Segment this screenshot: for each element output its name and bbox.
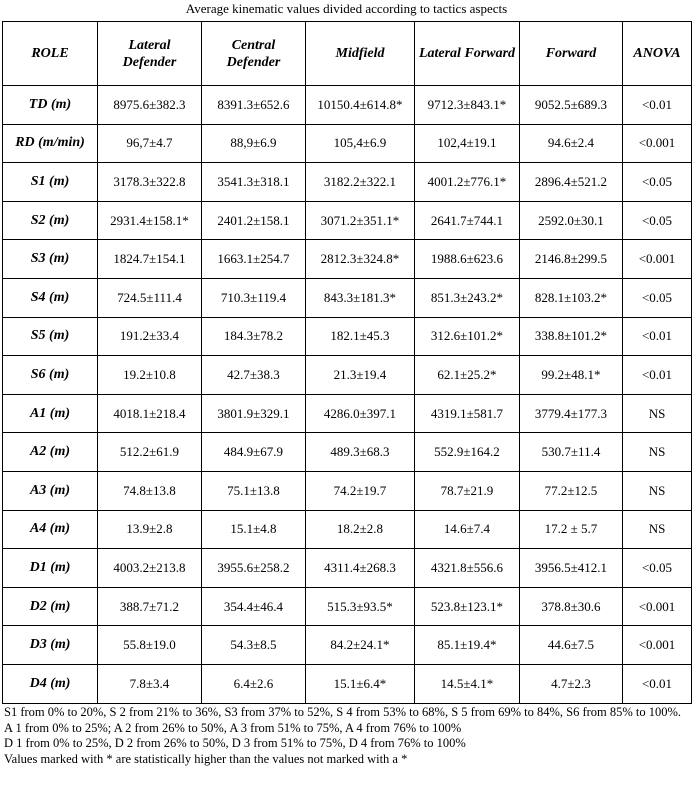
row-label: D3 (m) — [3, 626, 98, 665]
table-row — [3, 510, 692, 549]
value-cell: 515.3±93.5* — [306, 587, 415, 626]
table-row — [3, 124, 692, 163]
value-cell: 312.6±101.2* — [415, 317, 520, 356]
value-cell: 75.1±13.8 — [202, 471, 306, 510]
table-row — [3, 356, 692, 395]
value-cell: 354.4±46.4 — [202, 587, 306, 626]
value-cell: 99.2±48.1* — [520, 356, 623, 395]
anova-cell: <0.01 — [623, 356, 692, 395]
column-header-lateral-forward: Lateral Forward — [415, 22, 520, 86]
table-title: Average kinematic values divided according to tactics aspects — [185, 1, 508, 16]
value-cell: 3956.5±412.1 — [520, 549, 623, 588]
row-label: S2 (m) — [3, 201, 98, 240]
anova-cell: <0.05 — [623, 549, 692, 588]
table-row — [3, 394, 692, 433]
kinematic-values-table — [2, 21, 692, 704]
column-header-role: ROLE — [3, 22, 98, 86]
value-cell: 9712.3±843.1* — [415, 86, 520, 125]
value-cell: 552.9±164.2 — [415, 433, 520, 472]
table-row — [3, 549, 692, 588]
value-cell: 1988.6±623.6 — [415, 240, 520, 279]
table-row — [3, 278, 692, 317]
value-cell: 84.2±24.1* — [306, 626, 415, 665]
value-cell: 4001.2±776.1* — [415, 163, 520, 202]
row-label: D1 (m) — [3, 549, 98, 588]
column-header-anova: ANOVA — [623, 22, 692, 86]
value-cell: 18.2±2.8 — [306, 510, 415, 549]
value-cell: 88,9±6.9 — [202, 124, 306, 163]
anova-cell: <0.05 — [623, 278, 692, 317]
row-label: RD (m/min) — [3, 124, 98, 163]
value-cell: 191.2±33.4 — [98, 317, 202, 356]
value-cell: 1824.7±154.1 — [98, 240, 202, 279]
table-notes — [4, 705, 688, 767]
note-speed-ranges: S1 from 0% to 20%, S 2 from 21% to 36%, S3 from 37% to 52%, S 4 from 53% to 68%, S 5 from 69% to 84%, S6 from 85% to 100%. — [4, 705, 682, 719]
value-cell: 3071.2±351.1* — [306, 201, 415, 240]
table-row — [3, 587, 692, 626]
row-label: S5 (m) — [3, 317, 98, 356]
value-cell: 3955.6±258.2 — [202, 549, 306, 588]
value-cell: 4321.8±556.6 — [415, 549, 520, 588]
value-cell: 4286.0±397.1 — [306, 394, 415, 433]
row-label: S4 (m) — [3, 278, 98, 317]
anova-cell: <0.001 — [623, 626, 692, 665]
value-cell: 54.3±8.5 — [202, 626, 306, 665]
column-header-central-defender: Central Defender — [202, 22, 306, 86]
column-header-midfield: Midfield — [306, 22, 415, 86]
value-cell: 9052.5±689.3 — [520, 86, 623, 125]
value-cell: 3541.3±318.1 — [202, 163, 306, 202]
value-cell: 74.2±19.7 — [306, 471, 415, 510]
table-row — [3, 626, 692, 665]
anova-cell: <0.01 — [623, 664, 692, 703]
anova-cell: <0.001 — [623, 124, 692, 163]
note-acceleration-ranges: A 1 from 0% to 25%; A 2 from 26% to 50%, A 3 from 51% to 75%, A 4 from 76% to 100% — [4, 720, 462, 735]
header-row — [3, 22, 692, 86]
value-cell: 851.3±243.2* — [415, 278, 520, 317]
value-cell: 388.7±71.2 — [98, 587, 202, 626]
anova-cell: <0.05 — [623, 201, 692, 240]
value-cell: 85.1±19.4* — [415, 626, 520, 665]
table-row — [3, 240, 692, 279]
value-cell: 42.7±38.3 — [202, 356, 306, 395]
value-cell: 3801.9±329.1 — [202, 394, 306, 433]
value-cell: 484.9±67.9 — [202, 433, 306, 472]
value-cell: 2931.4±158.1* — [98, 201, 202, 240]
value-cell: 3178.3±322.8 — [98, 163, 202, 202]
value-cell: 1663.1±254.7 — [202, 240, 306, 279]
value-cell: 44.6±7.5 — [520, 626, 623, 665]
value-cell: 184.3±78.2 — [202, 317, 306, 356]
row-label: A1 (m) — [3, 394, 98, 433]
value-cell: 2401.2±158.1 — [202, 201, 306, 240]
value-cell: 21.3±19.4 — [306, 356, 415, 395]
value-cell: 4018.1±218.4 — [98, 394, 202, 433]
value-cell: 523.8±123.1* — [415, 587, 520, 626]
value-cell: 14.5±4.1* — [415, 664, 520, 703]
value-cell: 105,4±6.9 — [306, 124, 415, 163]
anova-cell: <0.01 — [623, 317, 692, 356]
value-cell: 6.4±2.6 — [202, 664, 306, 703]
value-cell: 2146.8±299.5 — [520, 240, 623, 279]
value-cell: 102,4±19.1 — [415, 124, 520, 163]
anova-cell: <0.01 — [623, 86, 692, 125]
anova-cell: <0.001 — [623, 587, 692, 626]
row-label: S6 (m) — [3, 356, 98, 395]
value-cell: 77.2±12.5 — [520, 471, 623, 510]
anova-cell: NS — [623, 433, 692, 472]
value-cell: 489.3±68.3 — [306, 433, 415, 472]
value-cell: 55.8±19.0 — [98, 626, 202, 665]
value-cell: 828.1±103.2* — [520, 278, 623, 317]
row-label: A4 (m) — [3, 510, 98, 549]
value-cell: 182.1±45.3 — [306, 317, 415, 356]
anova-cell: <0.001 — [623, 240, 692, 279]
value-cell: 4.7±2.3 — [520, 664, 623, 703]
row-label: D4 (m) — [3, 664, 98, 703]
value-cell: 62.1±25.2* — [415, 356, 520, 395]
row-label: A3 (m) — [3, 471, 98, 510]
note-significance: Values marked with * are statistically higher than the values not marked with a * — [4, 751, 408, 766]
value-cell: 724.5±111.4 — [98, 278, 202, 317]
value-cell: 512.2±61.9 — [98, 433, 202, 472]
row-label: A2 (m) — [3, 433, 98, 472]
value-cell: 2641.7±744.1 — [415, 201, 520, 240]
value-cell: 7.8±3.4 — [98, 664, 202, 703]
table-row — [3, 664, 692, 703]
value-cell: 19.2±10.8 — [98, 356, 202, 395]
value-cell: 2812.3±324.8* — [306, 240, 415, 279]
column-header-lateral-defender: Lateral Defender — [98, 22, 202, 86]
table-row — [3, 471, 692, 510]
value-cell: 94.6±2.4 — [520, 124, 623, 163]
value-cell: 14.6±7.4 — [415, 510, 520, 549]
value-cell: 74.8±13.8 — [98, 471, 202, 510]
table-row — [3, 201, 692, 240]
anova-cell: NS — [623, 471, 692, 510]
table-row — [3, 433, 692, 472]
value-cell: 843.3±181.3* — [306, 278, 415, 317]
anova-cell: NS — [623, 394, 692, 433]
value-cell: 338.8±101.2* — [520, 317, 623, 356]
value-cell: 15.1±6.4* — [306, 664, 415, 703]
value-cell: 4311.4±268.3 — [306, 549, 415, 588]
row-label: S3 (m) — [3, 240, 98, 279]
row-label: S1 (m) — [3, 163, 98, 202]
value-cell: 13.9±2.8 — [98, 510, 202, 549]
value-cell: 96,7±4.7 — [98, 124, 202, 163]
row-label: TD (m) — [3, 86, 98, 125]
value-cell: 378.8±30.6 — [520, 587, 623, 626]
value-cell: 10150.4±614.8* — [306, 86, 415, 125]
value-cell: 17.2 ± 5.7 — [520, 510, 623, 549]
value-cell: 3182.2±322.1 — [306, 163, 415, 202]
row-label: D2 (m) — [3, 587, 98, 626]
table-row — [3, 86, 692, 125]
table-row — [3, 163, 692, 202]
table-row — [3, 317, 692, 356]
value-cell: 4319.1±581.7 — [415, 394, 520, 433]
column-header-forward: Forward — [520, 22, 623, 86]
value-cell: 15.1±4.8 — [202, 510, 306, 549]
value-cell: 3779.4±177.3 — [520, 394, 623, 433]
value-cell: 8391.3±652.6 — [202, 86, 306, 125]
table-body — [3, 86, 692, 704]
note-deceleration-ranges: D 1 from 0% to 25%, D 2 from 26% to 50%, D 3 from 51% to 75%, D 4 from 76% to 100% — [4, 736, 466, 750]
value-cell: 2896.4±521.2 — [520, 163, 623, 202]
anova-cell: NS — [623, 510, 692, 549]
anova-cell: <0.05 — [623, 163, 692, 202]
value-cell: 710.3±119.4 — [202, 278, 306, 317]
value-cell: 8975.6±382.3 — [98, 86, 202, 125]
value-cell: 4003.2±213.8 — [98, 549, 202, 588]
value-cell: 530.7±11.4 — [520, 433, 623, 472]
value-cell: 78.7±21.9 — [415, 471, 520, 510]
value-cell: 2592.0±30.1 — [520, 201, 623, 240]
